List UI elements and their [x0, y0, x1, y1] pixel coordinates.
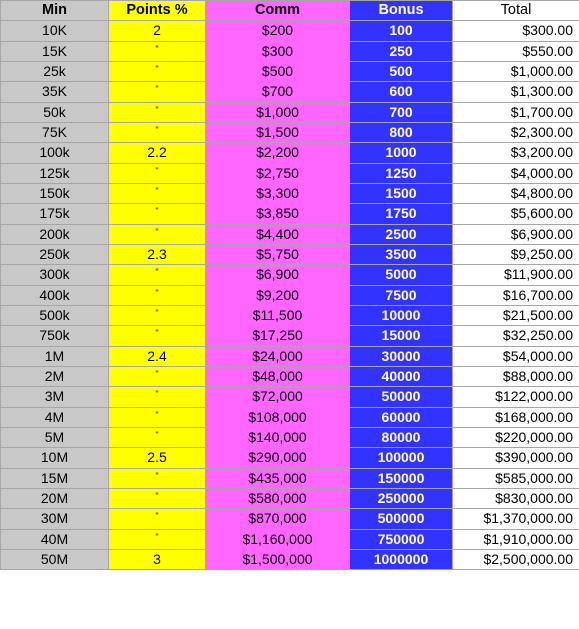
table-row [1, 407, 579, 427]
header-points[interactable]: Points % [109, 1, 206, 21]
cell-min[interactable]: 250k [1, 244, 109, 264]
cell-min[interactable]: 125k [1, 163, 109, 183]
table-row [1, 285, 579, 305]
cell-bonus[interactable]: 5000 [350, 265, 453, 285]
cell-points[interactable]: " [109, 387, 206, 407]
cell-points[interactable]: " [109, 468, 206, 488]
cell-min[interactable]: 15K [1, 41, 109, 61]
cell-comm[interactable]: $48,000 [206, 366, 350, 386]
table-row [1, 244, 579, 264]
cell-total[interactable]: $21,500.00 [453, 305, 579, 325]
cell-total[interactable]: $585,000.00 [453, 468, 579, 488]
cell-bonus[interactable]: 100 [350, 21, 453, 41]
table-row [1, 265, 579, 285]
cell-bonus[interactable]: 1000 [350, 143, 453, 163]
cell-bonus[interactable]: 500000 [350, 509, 453, 529]
cell-comm[interactable]: $72,000 [206, 387, 350, 407]
cell-points[interactable]: 3 [109, 549, 206, 569]
cell-points[interactable]: " [109, 305, 206, 325]
cell-total[interactable]: $4,000.00 [453, 163, 579, 183]
table-row [1, 509, 579, 529]
cell-comm[interactable]: $870,000 [206, 509, 350, 529]
cell-points[interactable]: " [109, 488, 206, 508]
cell-min[interactable]: 30M [1, 509, 109, 529]
cell-min[interactable]: 4M [1, 407, 109, 427]
cell-min[interactable]: 50M [1, 549, 109, 569]
cell-min[interactable]: 150k [1, 183, 109, 203]
cell-total[interactable]: $3,200.00 [453, 143, 579, 163]
cell-min[interactable]: 20M [1, 488, 109, 508]
cell-min[interactable]: 200k [1, 224, 109, 244]
cell-comm[interactable]: $700 [206, 82, 350, 102]
table-row [1, 488, 579, 508]
cell-points[interactable]: " [109, 122, 206, 142]
header-total[interactable]: Total [453, 1, 579, 21]
table-row [1, 163, 579, 183]
cell-total[interactable]: $300.00 [453, 21, 579, 41]
cell-comm[interactable]: $4,400 [206, 224, 350, 244]
cell-bonus[interactable]: 800 [350, 122, 453, 142]
cell-total[interactable]: $1,700.00 [453, 102, 579, 122]
cell-points[interactable]: " [109, 163, 206, 183]
cell-comm[interactable]: $435,000 [206, 468, 350, 488]
cell-bonus[interactable]: 500 [350, 61, 453, 81]
cell-comm[interactable]: $3,300 [206, 183, 350, 203]
cell-total[interactable]: $220,000.00 [453, 427, 579, 447]
cell-total[interactable]: $122,000.00 [453, 387, 579, 407]
table-row [1, 387, 579, 407]
cell-points[interactable]: " [109, 61, 206, 81]
cell-points[interactable]: " [109, 204, 206, 224]
cell-points[interactable]: " [109, 407, 206, 427]
table-row [1, 102, 579, 122]
cell-comm[interactable]: $5,750 [206, 244, 350, 264]
cell-bonus[interactable]: 1000000 [350, 549, 453, 569]
cell-bonus[interactable]: 1750 [350, 204, 453, 224]
cell-points[interactable]: " [109, 224, 206, 244]
cell-total[interactable]: $168,000.00 [453, 407, 579, 427]
cell-total[interactable]: $1,370,000.00 [453, 509, 579, 529]
cell-bonus[interactable]: 60000 [350, 407, 453, 427]
cell-bonus[interactable]: 10000 [350, 305, 453, 325]
cell-min[interactable]: 40M [1, 529, 109, 549]
cell-min[interactable]: 100k [1, 143, 109, 163]
cell-comm[interactable]: $17,250 [206, 326, 350, 346]
cell-bonus[interactable]: 80000 [350, 427, 453, 447]
cell-comm[interactable]: $500 [206, 61, 350, 81]
cell-comm[interactable]: $1,500 [206, 122, 350, 142]
cell-total[interactable]: $54,000.00 [453, 346, 579, 366]
cell-comm[interactable]: $290,000 [206, 448, 350, 468]
cell-min[interactable]: 2M [1, 366, 109, 386]
cell-min[interactable]: 10K [1, 21, 109, 41]
cell-bonus[interactable]: 1250 [350, 163, 453, 183]
table-row [1, 427, 579, 447]
table-row [1, 224, 579, 244]
cell-min[interactable]: 1M [1, 346, 109, 366]
cell-comm[interactable]: $1,000 [206, 102, 350, 122]
cell-min[interactable]: 500k [1, 305, 109, 325]
header-row [1, 1, 579, 21]
table-row [1, 468, 579, 488]
cell-comm[interactable]: $9,200 [206, 285, 350, 305]
cell-total[interactable]: $2,500,000.00 [453, 549, 579, 569]
cell-min[interactable]: 75K [1, 122, 109, 142]
table-row [1, 61, 579, 81]
cell-bonus[interactable]: 50000 [350, 387, 453, 407]
cell-comm[interactable]: $2,200 [206, 143, 350, 163]
cell-points[interactable]: " [109, 41, 206, 61]
cell-total[interactable]: $88,000.00 [453, 366, 579, 386]
cell-bonus[interactable]: 700 [350, 102, 453, 122]
cell-min[interactable]: 35K [1, 82, 109, 102]
table-row [1, 549, 579, 569]
cell-comm[interactable]: $2,750 [206, 163, 350, 183]
cell-comm[interactable]: $3,850 [206, 204, 350, 224]
cell-points[interactable]: 2.4 [109, 346, 206, 366]
cell-min[interactable]: 15M [1, 468, 109, 488]
cell-total[interactable]: $5,600.00 [453, 204, 579, 224]
cell-bonus[interactable]: 250000 [350, 488, 453, 508]
table-row [1, 204, 579, 224]
cell-bonus[interactable]: 2500 [350, 224, 453, 244]
cell-comm[interactable]: $6,900 [206, 265, 350, 285]
table-row [1, 82, 579, 102]
cell-min[interactable]: 400k [1, 285, 109, 305]
cell-total[interactable]: $1,910,000.00 [453, 529, 579, 549]
header-comm[interactable]: Comm [206, 1, 350, 21]
cell-comm[interactable]: $200 [206, 21, 350, 41]
cell-points[interactable]: " [109, 82, 206, 102]
cell-points[interactable]: 2.3 [109, 244, 206, 264]
cell-bonus[interactable]: 600 [350, 82, 453, 102]
cell-comm[interactable]: $108,000 [206, 407, 350, 427]
table-row [1, 448, 579, 468]
table-row [1, 183, 579, 203]
cell-bonus[interactable]: 30000 [350, 346, 453, 366]
cell-total[interactable]: $9,250.00 [453, 244, 579, 264]
cell-bonus[interactable]: 1500 [350, 183, 453, 203]
cell-total[interactable]: $6,900.00 [453, 224, 579, 244]
cell-bonus[interactable]: 150000 [350, 468, 453, 488]
cell-min[interactable]: 175k [1, 204, 109, 224]
cell-points[interactable]: " [109, 366, 206, 386]
cell-comm[interactable]: $1,500,000 [206, 549, 350, 569]
cell-points[interactable]: " [109, 285, 206, 305]
cell-comm[interactable]: $24,000 [206, 346, 350, 366]
cell-points[interactable]: " [109, 529, 206, 549]
cell-points[interactable]: 2 [109, 21, 206, 41]
cell-points[interactable]: " [109, 183, 206, 203]
cell-total[interactable]: $830,000.00 [453, 488, 579, 508]
header-min[interactable]: Min [1, 1, 109, 21]
cell-comm[interactable]: $11,500 [206, 305, 350, 325]
table-row [1, 346, 579, 366]
cell-min[interactable]: 5M [1, 427, 109, 447]
table-row [1, 366, 579, 386]
cell-points[interactable]: " [109, 102, 206, 122]
cell-points[interactable]: " [109, 265, 206, 285]
cell-bonus[interactable]: 15000 [350, 326, 453, 346]
cell-points[interactable]: " [109, 427, 206, 447]
cell-bonus[interactable]: 750000 [350, 529, 453, 549]
cell-total[interactable]: $11,900.00 [453, 265, 579, 285]
cell-total[interactable]: $1,000.00 [453, 61, 579, 81]
cell-comm[interactable]: $300 [206, 41, 350, 61]
cell-min[interactable]: 10M [1, 448, 109, 468]
cell-comm[interactable]: $140,000 [206, 427, 350, 447]
cell-comm[interactable]: $580,000 [206, 488, 350, 508]
table-row [1, 529, 579, 549]
cell-bonus[interactable]: 7500 [350, 285, 453, 305]
cell-total[interactable]: $2,300.00 [453, 122, 579, 142]
cell-bonus[interactable]: 100000 [350, 448, 453, 468]
cell-total[interactable]: $550.00 [453, 41, 579, 61]
cell-total[interactable]: $4,800.00 [453, 183, 579, 203]
cell-points[interactable]: 2.2 [109, 143, 206, 163]
table-row [1, 41, 579, 61]
cell-min[interactable]: 300k [1, 265, 109, 285]
table-row [1, 122, 579, 142]
table-row [1, 305, 579, 325]
cell-total[interactable]: $1,300.00 [453, 82, 579, 102]
cell-bonus[interactable]: 3500 [350, 244, 453, 264]
cell-total[interactable]: $390,000.00 [453, 448, 579, 468]
cell-min[interactable]: 25k [1, 61, 109, 81]
cell-total[interactable]: $16,700.00 [453, 285, 579, 305]
cell-min[interactable]: 50k [1, 102, 109, 122]
table-row [1, 143, 579, 163]
cell-points[interactable]: 2.5 [109, 448, 206, 468]
cell-min[interactable]: 750k [1, 326, 109, 346]
table-row [1, 21, 579, 41]
cell-total[interactable]: $32,250.00 [453, 326, 579, 346]
table-row [1, 326, 579, 346]
cell-min[interactable]: 3M [1, 387, 109, 407]
cell-points[interactable]: " [109, 326, 206, 346]
cell-bonus[interactable]: 40000 [350, 366, 453, 386]
cell-bonus[interactable]: 250 [350, 41, 453, 61]
cell-points[interactable]: " [109, 509, 206, 529]
header-bonus[interactable]: Bonus [350, 1, 453, 21]
cell-comm[interactable]: $1,160,000 [206, 529, 350, 549]
